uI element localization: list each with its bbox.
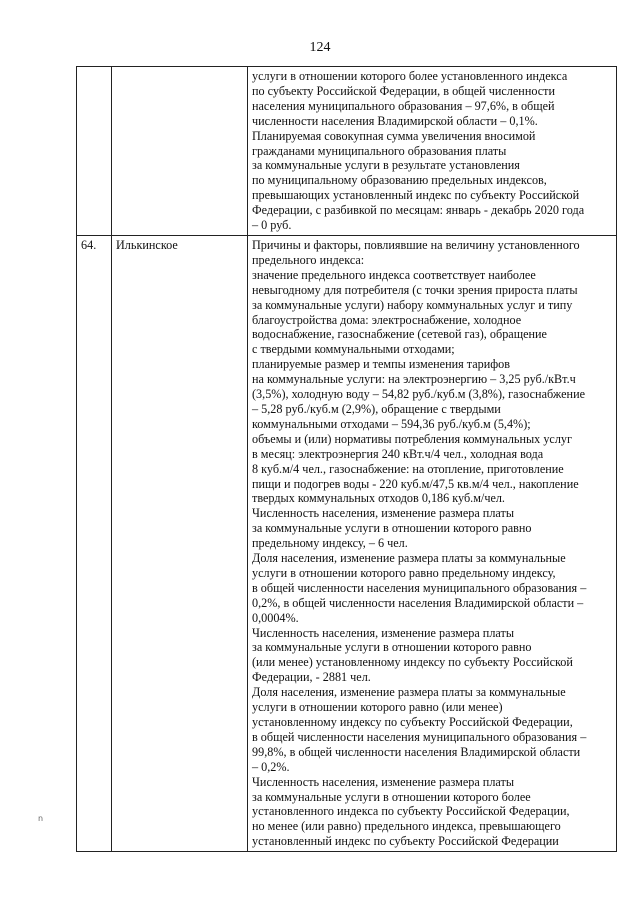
text-line: невыгодному для потребителя (с точки зрения прироста платы bbox=[252, 282, 578, 297]
description-cell bbox=[248, 236, 617, 852]
text-line: Численность населения, изменение размера платы bbox=[252, 625, 515, 640]
text-line: установленного индекса по субъекту Российской Федерации, bbox=[252, 804, 570, 819]
row-number-cell: 64. bbox=[77, 236, 112, 852]
text-line: за коммунальные услуги в отношении которого равно bbox=[252, 640, 532, 655]
text-line: – 0,2%. bbox=[252, 759, 290, 774]
text-line: Планируемая совокупная сумма увеличения вносимой bbox=[252, 128, 536, 143]
text-line: услуги в отношении которого равно предельному индексу, bbox=[252, 565, 556, 580]
text-line: за коммунальные услуги в отношении которого более bbox=[252, 789, 531, 804]
text-line: в месяц: электроэнергия 240 кВт.ч/4 чел., холодная вода bbox=[252, 446, 544, 461]
text-line: благоустройства дома: электроснабжение, холодное bbox=[252, 312, 522, 327]
text-line: 0,0004%. bbox=[252, 610, 299, 625]
text-line: Численность населения, изменение размера платы bbox=[252, 774, 515, 789]
text-line: установленному индексу по субъекту Российской Федерации, bbox=[252, 715, 573, 729]
document-table bbox=[76, 66, 617, 852]
text-line: планируемые размер и темпы изменения тарифов bbox=[252, 357, 511, 372]
text-line: в общей численности населения муниципального образования – bbox=[252, 580, 587, 595]
text-line: объемы и (или) нормативы потребления коммунальных услуг bbox=[252, 431, 573, 446]
text-line: за коммунальные услуги в отношении которого равно bbox=[252, 521, 532, 536]
text-line: Федерации, с разбивкой по месяцам: январь - декабрь 2020 года bbox=[252, 203, 585, 218]
text-line: Доля населения, изменение размера платы за коммунальные bbox=[252, 551, 566, 566]
description-text bbox=[252, 69, 612, 233]
text-line: 0,2%, в общей численности населения Владимирской области – bbox=[252, 595, 584, 610]
text-line: гражданами муниципального образования платы bbox=[252, 143, 507, 158]
text-line: в общей численности населения муниципального образования – bbox=[252, 729, 587, 744]
text-line: предельному индексу, – 6 чел. bbox=[252, 536, 408, 551]
text-line: (3,5%), холодную воду – 54,82 руб./куб.м (3,8%), газоснабжение bbox=[252, 387, 586, 402]
text-line: – 5,28 руб./куб.м (2,9%), обращение с твердыми bbox=[252, 401, 501, 416]
text-line: Доля населения, изменение размера платы за коммунальные bbox=[252, 685, 566, 700]
text-line: твердых коммунальных отходов 0,186 куб.м/чел. bbox=[252, 491, 505, 506]
table-row bbox=[77, 67, 617, 236]
text-line: коммунальными отходами – 594,36 руб./куб.м (5,4%); bbox=[252, 416, 531, 431]
text-line: установленный индекс по субъекту Российской Федерации bbox=[252, 834, 559, 849]
page-number: 124 bbox=[309, 40, 331, 55]
text-line: за коммунальные услуги) набору коммунальных услуг и типу bbox=[252, 297, 573, 312]
text-line: (или менее) установленному индексу по субъекту Российской bbox=[252, 655, 573, 670]
municipality-name-cell: Илькинское bbox=[112, 236, 248, 852]
text-line: населения муниципального образования – 97,6%, в общей bbox=[252, 98, 555, 113]
text-line: водоснабжение, газоснабжение (сетевой газ), обращение bbox=[252, 327, 547, 342]
description-text bbox=[252, 238, 612, 849]
text-line: услуги в отношении которого более установленного индекса bbox=[252, 69, 568, 83]
text-line: превышающих установленный индекс по субъекту Российской bbox=[252, 188, 580, 203]
text-line: Численность населения, изменение размера платы bbox=[252, 506, 515, 521]
text-line: по субъекту Российской Федерации, в общей численности bbox=[252, 83, 555, 98]
text-line: с твердыми коммунальными отходами; bbox=[252, 342, 455, 357]
text-line: 99,8%, в общей численности населения Владимирской области bbox=[252, 744, 581, 759]
text-line: услуги в отношении которого равно (или менее) bbox=[252, 700, 503, 715]
row-number-cell bbox=[77, 67, 112, 236]
municipality-name-cell bbox=[112, 67, 248, 236]
text-line: Причины и факторы, повлиявшие на величину установленного bbox=[252, 238, 580, 252]
text-line: – 0 руб. bbox=[252, 218, 292, 233]
description-cell bbox=[248, 67, 617, 236]
text-line: значение предельного индекса соответствует наиболее bbox=[252, 267, 536, 282]
text-line: 8 куб.м/4 чел., газоснабжение: на отопление, приготовление bbox=[252, 461, 564, 476]
table-row bbox=[77, 236, 617, 852]
text-line: за коммунальные услуги в результате установления bbox=[252, 158, 520, 173]
text-line: по муниципальному образованию предельных индексов, bbox=[252, 173, 547, 188]
text-line: численности населения Владимирской области – 0,1%. bbox=[252, 113, 538, 128]
text-line: пищи и подогрев воды - 220 куб.м/47,5 кв.м/4 чел., накопление bbox=[252, 476, 579, 491]
text-line: но менее (или равно) предельного индекса, превышающего bbox=[252, 819, 561, 834]
text-line: предельного индекса: bbox=[252, 252, 365, 267]
text-line: Федерации, - 2881 чел. bbox=[252, 670, 371, 685]
text-line: на коммунальные услуги: на электроэнергию – 3,25 руб./кВт.ч bbox=[252, 372, 576, 387]
margin-mark: n bbox=[38, 814, 44, 823]
